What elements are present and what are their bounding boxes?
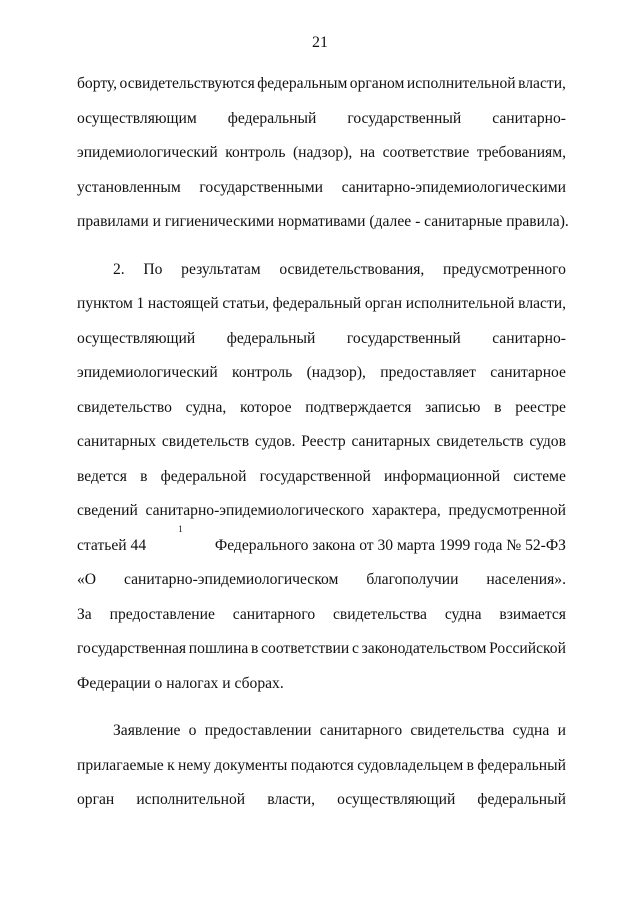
- text-line: эпидемиологический контроль (надзор), на соответствие требованиям,: [77, 144, 566, 161]
- text-line: правилами и гигиеническими нормативами (далее - санитарные правила).: [77, 213, 569, 230]
- line-segment: статьей 44: [77, 536, 147, 554]
- text-line: сведений санитарно-эпидемиологического характера, предусмотренной: [77, 502, 566, 519]
- paragraph-2: [77, 253, 566, 702]
- footnote-superscript: 1: [178, 523, 183, 534]
- text-line: установленным государственными санитарно-эпидемиологическими: [77, 178, 566, 196]
- document-body: [77, 67, 569, 818]
- text-line: свидетельство судна, которое подтверждается записью в реестре: [77, 398, 566, 416]
- text-line: орган исполнительной власти, осуществляющий федеральный: [77, 791, 566, 808]
- text-line: осуществляющий федеральный государственный санитарно-: [77, 329, 566, 347]
- text-line: Федерации о налогах и сборах.: [77, 674, 284, 692]
- page-number: 21: [312, 34, 328, 51]
- text-line: прилагаемые к нему документы подаются судовладельцем в федеральный: [77, 756, 566, 774]
- text-line: эпидемиологический контроль (надзор), предоставляет санитарное: [77, 364, 566, 381]
- text-line: борту, освидетельствуются федеральным органом исполнительной власти,: [77, 75, 566, 92]
- text-line: Заявление о предоставлении санитарного свидетельства судна и: [113, 722, 566, 739]
- text-line: За предоставление санитарного свидетельства судна взимается: [77, 605, 566, 623]
- paragraph-1: [77, 67, 569, 240]
- text-line: «О санитарно-эпидемиологическом благополучии населения».: [77, 571, 566, 588]
- text-line: ведется в федеральной государственной информационной системе: [77, 467, 566, 485]
- text-line: 2. По результатам освидетельствования, предусмотренного: [113, 260, 566, 278]
- text-line: осуществляющим федеральный государственный санитарно-: [77, 109, 566, 127]
- paragraph-3: [77, 714, 566, 818]
- text-line: пунктом 1 настоящей статьи, федеральный орган исполнительной власти,: [77, 295, 566, 312]
- text-line-with-footnote: [77, 523, 566, 564]
- text-line: санитарных свидетельств судов. Реестр санитарных свидетельств судов: [77, 433, 566, 450]
- line-segment: Федерального закона от 30 марта 1999 года № 52-ФЗ: [214, 536, 566, 554]
- text-line: государственная пошлина в соответствии с законодательством Российской: [77, 640, 566, 657]
